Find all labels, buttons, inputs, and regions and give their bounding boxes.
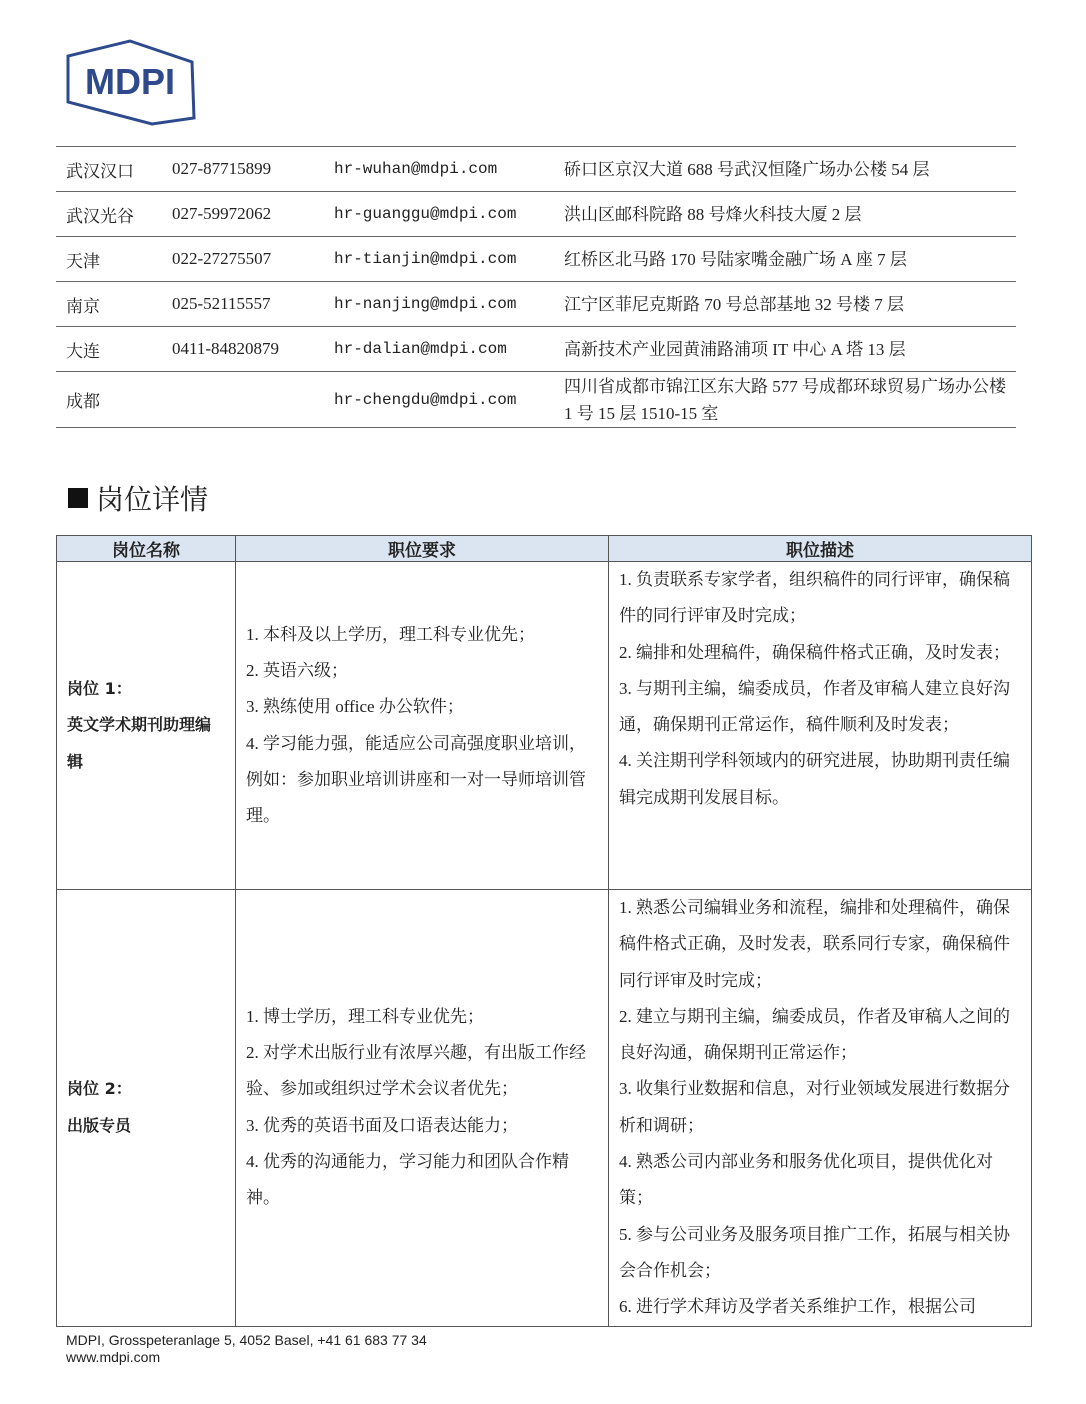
- header-requirements: 职位要求: [236, 536, 609, 562]
- contact-row: [56, 192, 1016, 237]
- contact-city: 武汉汉口: [56, 147, 162, 192]
- job-details-table: [56, 535, 1032, 1327]
- header-job-name: 岗位名称: [57, 536, 236, 562]
- contact-address: 红桥区北马路 170 号陆家嘴金融广场 A 座 7 层: [554, 237, 1016, 282]
- section-title: 岗位详情: [68, 478, 208, 518]
- contact-email[interactable]: hr-wuhan@mdpi.com: [324, 147, 554, 192]
- contact-address: 高新技术产业园黄浦路浦项 IT 中心 A 塔 13 层: [554, 327, 1016, 372]
- contact-address: 洪山区邮科院路 88 号烽火科技大厦 2 层: [554, 192, 1016, 237]
- job-name: 岗位 2： 出版专员: [57, 890, 236, 1327]
- contact-city: 天津: [56, 237, 162, 282]
- list-item: 2. 建立与期刊主编，编委成员，作者及审稿人之间的良好沟通，确保期刊正常运作；: [619, 1006, 1010, 1063]
- website-link[interactable]: www.mdpi.com: [66, 1349, 161, 1365]
- job-row: [57, 562, 1032, 890]
- contact-email[interactable]: hr-guanggu@mdpi.com: [324, 192, 554, 237]
- contact-city: 成都: [56, 372, 162, 428]
- list-item: 1. 本科及以上学历，理工科专业优先；: [246, 624, 535, 644]
- contact-city: 武汉光谷: [56, 192, 162, 237]
- mdpi-logo: [62, 38, 198, 126]
- list-item: 6. 进行学术拜访及学者关系维护工作，根据公司: [619, 1297, 976, 1317]
- contact-phone: [162, 372, 324, 428]
- list-item: 2. 编排和处理稿件，确保稿件格式正确，及时发表；: [619, 642, 1010, 662]
- list-item: 3. 熟练使用 office 办公软件；: [246, 697, 464, 717]
- list-item: 2. 英语六级；: [246, 660, 348, 680]
- contact-phone: 025-52115557: [162, 282, 324, 327]
- job-name: 岗位 1： 英文学术期刊助理编辑: [57, 562, 236, 890]
- contact-email[interactable]: hr-chengdu@mdpi.com: [324, 372, 554, 428]
- contact-row: [56, 147, 1016, 192]
- list-item: 4. 关注期刊学科领域内的研究进展，协助期刊责任编辑完成期刊发展目标。: [619, 751, 1010, 807]
- list-item: 5. 参与公司业务及服务项目推广工作，拓展与相关协会合作机会；: [619, 1224, 1010, 1280]
- contact-row: [56, 237, 1016, 282]
- list-item: 1. 负责联系专家学者，组织稿件的同行评审，确保稿件的同行评审及时完成；: [619, 570, 1010, 626]
- job-description: [609, 890, 1032, 1327]
- list-item: 1. 熟悉公司编辑业务和流程，编排和处理稿件，确保稿件格式正确，及时发表，联系同行专家，确保稿件同行评审及时完成；: [619, 898, 1010, 990]
- page-footer: MDPI, Grosspeteranlage 5, 4052 Basel, +41 61 683 77 34 www.mdpi.com: [66, 1332, 427, 1365]
- contact-city: 大连: [56, 327, 162, 372]
- office-contacts-table: [56, 146, 1016, 428]
- list-item: 4. 熟悉公司内部业务和服务优化项目，提供优化对策；: [619, 1152, 993, 1208]
- contact-row: [56, 327, 1016, 372]
- list-item: 3. 与期刊主编，编委成员，作者及审稿人建立良好沟通，确保期刊正常运作，稿件顺利及时发表；: [619, 678, 1010, 735]
- job-requirements: [236, 562, 609, 890]
- contact-phone: 027-87715899: [162, 147, 324, 192]
- list-item: 4. 学习能力强，能适应公司高强度职业培训，例如：参加职业培训讲座和一对一导师培训管理。: [246, 733, 586, 826]
- list-item: 3. 收集行业数据和信息，对行业领域发展进行数据分析和调研；: [619, 1079, 1010, 1135]
- square-bullet-icon: [68, 488, 88, 508]
- contact-phone: 022-27275507: [162, 237, 324, 282]
- contact-phone: 027-59972062: [162, 192, 324, 237]
- list-item: 2. 对学术出版行业有浓厚兴趣，有出版工作经验、参加或组织过学术会议者优先；: [246, 1043, 586, 1099]
- list-item: 4. 优秀的沟通能力，学习能力和团队合作精神。: [246, 1152, 569, 1208]
- contact-address: 四川省成都市锦江区东大路 577 号成都环球贸易广场办公楼 1 号 15 层 1510-15 室: [554, 372, 1016, 428]
- contact-address: 硚口区京汉大道 688 号武汉恒隆广场办公楼 54 层: [554, 147, 1016, 192]
- job-row: [57, 890, 1032, 1327]
- contact-phone: 0411-84820879: [162, 327, 324, 372]
- job-description: [609, 562, 1032, 890]
- contact-email[interactable]: hr-tianjin@mdpi.com: [324, 237, 554, 282]
- contact-address: 江宁区菲尼克斯路 70 号总部基地 32 号楼 7 层: [554, 282, 1016, 327]
- job-requirements: [236, 890, 609, 1327]
- contact-email[interactable]: hr-nanjing@mdpi.com: [324, 282, 554, 327]
- list-item: 1. 博士学历，理工科专业优先；: [246, 1006, 484, 1026]
- list-item: 3. 优秀的英语书面及口语表达能力；: [246, 1115, 518, 1135]
- contact-city: 南京: [56, 282, 162, 327]
- svg-text:MDPI: MDPI: [85, 61, 175, 102]
- header-description: 职位描述: [609, 536, 1032, 562]
- contact-email[interactable]: hr-dalian@mdpi.com: [324, 327, 554, 372]
- contact-row: [56, 372, 1016, 428]
- contact-row: [56, 282, 1016, 327]
